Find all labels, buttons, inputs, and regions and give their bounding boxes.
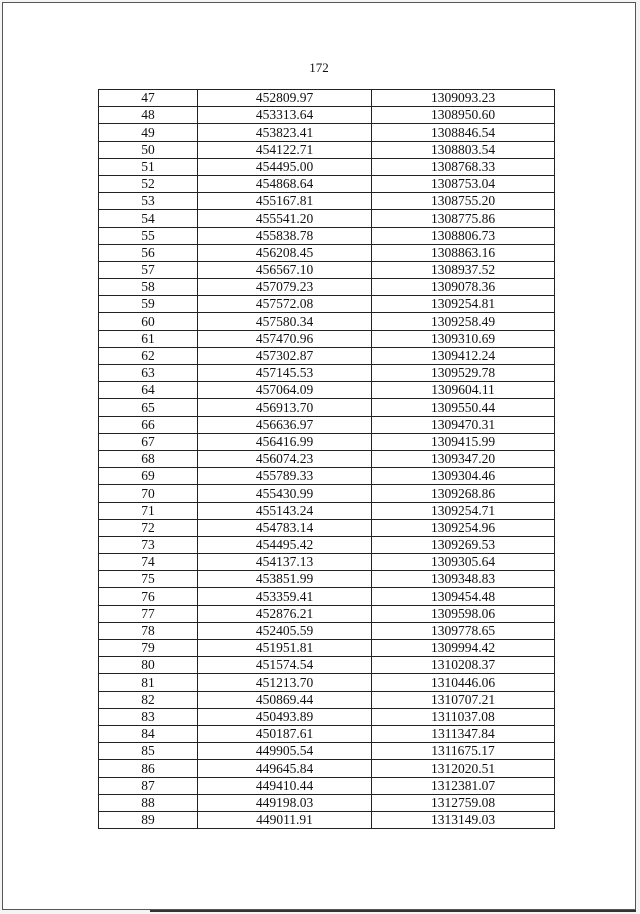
table-row bbox=[99, 399, 555, 416]
x-coordinate-cell: 455167.81 bbox=[198, 193, 372, 210]
y-coordinate-cell: 1309347.20 bbox=[372, 450, 555, 467]
x-coordinate-cell: 451951.81 bbox=[198, 640, 372, 657]
y-coordinate-cell: 1308768.33 bbox=[372, 158, 555, 175]
point-number-cell: 58 bbox=[99, 279, 198, 296]
y-coordinate-cell: 1312381.07 bbox=[372, 777, 555, 794]
point-number-cell: 68 bbox=[99, 450, 198, 467]
y-coordinate-cell: 1309310.69 bbox=[372, 330, 555, 347]
table-row bbox=[99, 536, 555, 553]
y-coordinate-cell: 1309412.24 bbox=[372, 347, 555, 364]
table-row bbox=[99, 330, 555, 347]
y-coordinate-cell: 1308846.54 bbox=[372, 124, 555, 141]
table-row bbox=[99, 468, 555, 485]
y-coordinate-cell: 1309348.83 bbox=[372, 571, 555, 588]
document-page bbox=[2, 2, 636, 910]
y-coordinate-cell: 1308863.16 bbox=[372, 244, 555, 261]
point-number-cell: 73 bbox=[99, 536, 198, 553]
x-coordinate-cell: 454495.42 bbox=[198, 536, 372, 553]
table-row bbox=[99, 485, 555, 502]
point-number-cell: 57 bbox=[99, 261, 198, 278]
point-number-cell: 48 bbox=[99, 107, 198, 124]
y-coordinate-cell: 1309994.42 bbox=[372, 640, 555, 657]
y-coordinate-cell: 1309093.23 bbox=[372, 90, 555, 107]
x-coordinate-cell: 450493.89 bbox=[198, 708, 372, 725]
y-coordinate-cell: 1310208.37 bbox=[372, 657, 555, 674]
x-coordinate-cell: 450187.61 bbox=[198, 725, 372, 742]
x-coordinate-cell: 453359.41 bbox=[198, 588, 372, 605]
table-row bbox=[99, 365, 555, 382]
x-coordinate-cell: 450869.44 bbox=[198, 691, 372, 708]
x-coordinate-cell: 451213.70 bbox=[198, 674, 372, 691]
y-coordinate-cell: 1309778.65 bbox=[372, 622, 555, 639]
table-row bbox=[99, 725, 555, 742]
x-coordinate-cell: 457580.34 bbox=[198, 313, 372, 330]
coordinate-table bbox=[98, 89, 555, 829]
point-number-cell: 78 bbox=[99, 622, 198, 639]
x-coordinate-cell: 453851.99 bbox=[198, 571, 372, 588]
table-row bbox=[99, 674, 555, 691]
table-row bbox=[99, 571, 555, 588]
point-number-cell: 88 bbox=[99, 794, 198, 811]
table-row bbox=[99, 107, 555, 124]
y-coordinate-cell: 1308803.54 bbox=[372, 141, 555, 158]
y-coordinate-cell: 1313149.03 bbox=[372, 811, 555, 828]
y-coordinate-cell: 1308775.86 bbox=[372, 210, 555, 227]
table-row bbox=[99, 227, 555, 244]
y-coordinate-cell: 1309604.11 bbox=[372, 382, 555, 399]
y-coordinate-cell: 1309470.31 bbox=[372, 416, 555, 433]
x-coordinate-cell: 455789.33 bbox=[198, 468, 372, 485]
table-row bbox=[99, 193, 555, 210]
x-coordinate-cell: 454122.71 bbox=[198, 141, 372, 158]
table-row bbox=[99, 141, 555, 158]
point-number-cell: 47 bbox=[99, 90, 198, 107]
y-coordinate-cell: 1308950.60 bbox=[372, 107, 555, 124]
y-coordinate-cell: 1311675.17 bbox=[372, 743, 555, 760]
x-coordinate-cell: 452809.97 bbox=[198, 90, 372, 107]
x-coordinate-cell: 455838.78 bbox=[198, 227, 372, 244]
table-row bbox=[99, 743, 555, 760]
point-number-cell: 50 bbox=[99, 141, 198, 158]
x-coordinate-cell: 449905.54 bbox=[198, 743, 372, 760]
y-coordinate-cell: 1309415.99 bbox=[372, 433, 555, 450]
table-row bbox=[99, 90, 555, 107]
y-coordinate-cell: 1309269.53 bbox=[372, 536, 555, 553]
y-coordinate-cell: 1311037.08 bbox=[372, 708, 555, 725]
x-coordinate-cell: 449410.44 bbox=[198, 777, 372, 794]
table-row bbox=[99, 433, 555, 450]
point-number-cell: 87 bbox=[99, 777, 198, 794]
table-row bbox=[99, 691, 555, 708]
point-number-cell: 60 bbox=[99, 313, 198, 330]
y-coordinate-cell: 1308755.20 bbox=[372, 193, 555, 210]
y-coordinate-cell: 1309304.46 bbox=[372, 468, 555, 485]
y-coordinate-cell: 1309258.49 bbox=[372, 313, 555, 330]
table-row bbox=[99, 622, 555, 639]
x-coordinate-cell: 456636.97 bbox=[198, 416, 372, 433]
point-number-cell: 62 bbox=[99, 347, 198, 364]
page-number: 172 bbox=[309, 60, 329, 75]
table-row bbox=[99, 794, 555, 811]
table-row bbox=[99, 210, 555, 227]
y-coordinate-cell: 1311347.84 bbox=[372, 725, 555, 742]
table-row bbox=[99, 708, 555, 725]
x-coordinate-cell: 457064.09 bbox=[198, 382, 372, 399]
table-row bbox=[99, 158, 555, 175]
x-coordinate-cell: 456208.45 bbox=[198, 244, 372, 261]
table-row bbox=[99, 519, 555, 536]
table-row bbox=[99, 347, 555, 364]
y-coordinate-cell: 1312020.51 bbox=[372, 760, 555, 777]
point-number-cell: 53 bbox=[99, 193, 198, 210]
point-number-cell: 81 bbox=[99, 674, 198, 691]
table-row bbox=[99, 416, 555, 433]
point-number-cell: 65 bbox=[99, 399, 198, 416]
point-number-cell: 77 bbox=[99, 605, 198, 622]
table-row bbox=[99, 261, 555, 278]
point-number-cell: 86 bbox=[99, 760, 198, 777]
point-number-cell: 64 bbox=[99, 382, 198, 399]
y-coordinate-cell: 1309598.06 bbox=[372, 605, 555, 622]
y-coordinate-cell: 1309254.71 bbox=[372, 502, 555, 519]
point-number-cell: 52 bbox=[99, 175, 198, 192]
y-coordinate-cell: 1308937.52 bbox=[372, 261, 555, 278]
x-coordinate-cell: 454495.00 bbox=[198, 158, 372, 175]
y-coordinate-cell: 1310707.21 bbox=[372, 691, 555, 708]
y-coordinate-cell: 1309305.64 bbox=[372, 554, 555, 571]
point-number-cell: 71 bbox=[99, 502, 198, 519]
point-number-cell: 61 bbox=[99, 330, 198, 347]
y-coordinate-cell: 1310446.06 bbox=[372, 674, 555, 691]
x-coordinate-cell: 454868.64 bbox=[198, 175, 372, 192]
point-number-cell: 84 bbox=[99, 725, 198, 742]
x-coordinate-cell: 457302.87 bbox=[198, 347, 372, 364]
table-row bbox=[99, 605, 555, 622]
point-number-cell: 67 bbox=[99, 433, 198, 450]
x-coordinate-cell: 453823.41 bbox=[198, 124, 372, 141]
point-number-cell: 70 bbox=[99, 485, 198, 502]
y-coordinate-cell: 1309529.78 bbox=[372, 365, 555, 382]
point-number-cell: 56 bbox=[99, 244, 198, 261]
point-number-cell: 63 bbox=[99, 365, 198, 382]
point-number-cell: 75 bbox=[99, 571, 198, 588]
x-coordinate-cell: 457079.23 bbox=[198, 279, 372, 296]
table-row bbox=[99, 175, 555, 192]
x-coordinate-cell: 449198.03 bbox=[198, 794, 372, 811]
x-coordinate-cell: 456074.23 bbox=[198, 450, 372, 467]
x-coordinate-cell: 455430.99 bbox=[198, 485, 372, 502]
x-coordinate-cell: 452876.21 bbox=[198, 605, 372, 622]
point-number-cell: 59 bbox=[99, 296, 198, 313]
x-coordinate-cell: 451574.54 bbox=[198, 657, 372, 674]
y-coordinate-cell: 1308753.04 bbox=[372, 175, 555, 192]
table-row bbox=[99, 811, 555, 828]
y-coordinate-cell: 1309268.86 bbox=[372, 485, 555, 502]
coordinate-table-body bbox=[99, 90, 555, 829]
table-row bbox=[99, 760, 555, 777]
x-coordinate-cell: 457470.96 bbox=[198, 330, 372, 347]
table-row bbox=[99, 450, 555, 467]
point-number-cell: 79 bbox=[99, 640, 198, 657]
table-row bbox=[99, 279, 555, 296]
y-coordinate-cell: 1309454.48 bbox=[372, 588, 555, 605]
point-number-cell: 69 bbox=[99, 468, 198, 485]
x-coordinate-cell: 449645.84 bbox=[198, 760, 372, 777]
table-row bbox=[99, 554, 555, 571]
point-number-cell: 83 bbox=[99, 708, 198, 725]
bottom-scan-edge bbox=[150, 910, 636, 912]
x-coordinate-cell: 456416.99 bbox=[198, 433, 372, 450]
point-number-cell: 76 bbox=[99, 588, 198, 605]
point-number-cell: 55 bbox=[99, 227, 198, 244]
point-number-cell: 82 bbox=[99, 691, 198, 708]
x-coordinate-cell: 456567.10 bbox=[198, 261, 372, 278]
point-number-cell: 74 bbox=[99, 554, 198, 571]
point-number-cell: 80 bbox=[99, 657, 198, 674]
y-coordinate-cell: 1309254.81 bbox=[372, 296, 555, 313]
y-coordinate-cell: 1309254.96 bbox=[372, 519, 555, 536]
y-coordinate-cell: 1308806.73 bbox=[372, 227, 555, 244]
table-row bbox=[99, 502, 555, 519]
table-row bbox=[99, 588, 555, 605]
x-coordinate-cell: 452405.59 bbox=[198, 622, 372, 639]
x-coordinate-cell: 449011.91 bbox=[198, 811, 372, 828]
point-number-cell: 51 bbox=[99, 158, 198, 175]
point-number-cell: 66 bbox=[99, 416, 198, 433]
y-coordinate-cell: 1312759.08 bbox=[372, 794, 555, 811]
x-coordinate-cell: 453313.64 bbox=[198, 107, 372, 124]
table-row bbox=[99, 777, 555, 794]
x-coordinate-cell: 457145.53 bbox=[198, 365, 372, 382]
point-number-cell: 49 bbox=[99, 124, 198, 141]
table-row bbox=[99, 124, 555, 141]
table-row bbox=[99, 313, 555, 330]
table-row bbox=[99, 657, 555, 674]
point-number-cell: 72 bbox=[99, 519, 198, 536]
table-row bbox=[99, 382, 555, 399]
table-row bbox=[99, 296, 555, 313]
x-coordinate-cell: 455143.24 bbox=[198, 502, 372, 519]
table-row bbox=[99, 244, 555, 261]
x-coordinate-cell: 455541.20 bbox=[198, 210, 372, 227]
x-coordinate-cell: 456913.70 bbox=[198, 399, 372, 416]
point-number-cell: 89 bbox=[99, 811, 198, 828]
point-number-cell: 54 bbox=[99, 210, 198, 227]
table-row bbox=[99, 640, 555, 657]
point-number-cell: 85 bbox=[99, 743, 198, 760]
x-coordinate-cell: 454137.13 bbox=[198, 554, 372, 571]
y-coordinate-cell: 1309550.44 bbox=[372, 399, 555, 416]
x-coordinate-cell: 457572.08 bbox=[198, 296, 372, 313]
x-coordinate-cell: 454783.14 bbox=[198, 519, 372, 536]
y-coordinate-cell: 1309078.36 bbox=[372, 279, 555, 296]
